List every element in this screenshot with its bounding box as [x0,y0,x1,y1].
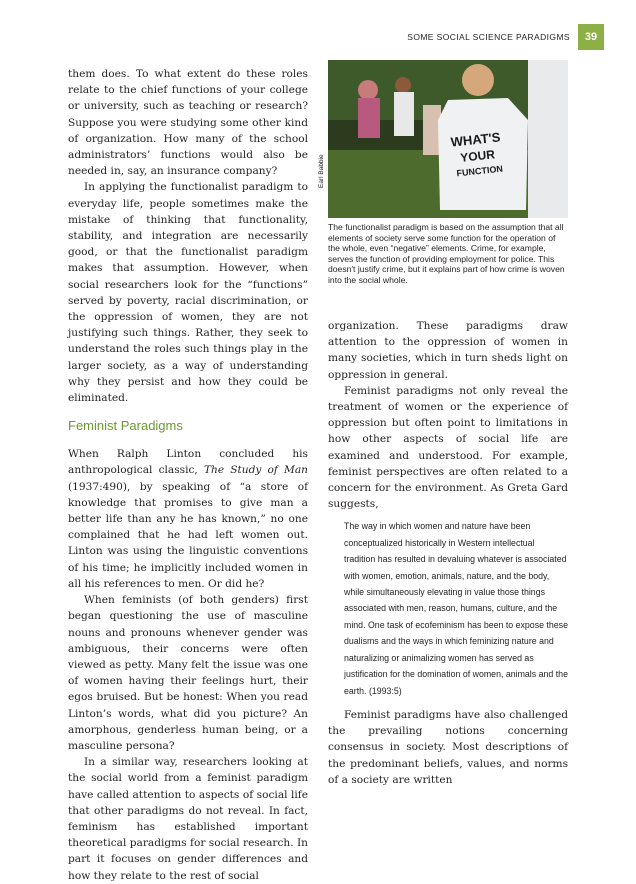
svg-text:YOUR: YOUR [459,147,496,165]
svg-text:WHAT'S: WHAT'S [449,129,502,150]
book-title: The Study of Man [203,464,308,477]
page-number: 39 [578,24,604,50]
left-paragraph-2: In applying the functionalist paradigm to everyday life, people sometimes make the mistake of thinking that functionality, stability, and integration are necessarily good, or that the functionalist paradigm makes that assumption. However, when social researchers look for the “functions” served by poverty, racial discrimination, or the oppression of women, they are not justifying such things. Rather, they seek to understand the roles such things play in the larger society, as a way of understanding why they persist and how they could be eliminated. [68,181,308,405]
left-paragraph-5: In a similar way, researchers looking at the social world from a feminist paradigm have called attention to aspects of social life that other paradigms do not reveal. In fact, feminism has established important theoretical paradigms for social research. In part it focuses on gender differences and how they relate to the rest of social [68,756,308,882]
page-header [407,24,604,50]
section-heading: Feminist Paradigms [68,418,183,434]
photo-image [328,60,568,218]
figure-caption: The functionalist paradigm is based on the assumption that all elements of society serve some function for the operation of the whole, even “negative” elements. Crime, for example, serves the function of providing employment for police. This doesn't justify crime, but it explains part of how crime is woven into the social whole. [328,222,565,285]
right-paragraph-2: Feminist paradigms not only reveal the treatment of women or the experience of oppression but often point to limitations in how other aspects of social life are examined and understood. For example, feminist perspectives are often related to a concern for the environment. As Greta Gard suggests, [328,384,568,511]
right-paragraph-3: Feminist paradigms have also challenged the prevailing notions concerning consensus in society. Most descriptions of the predominant beliefs, values, and norms of a society are written [328,708,568,786]
left-paragraph-1: them does. To what extent do these roles relate to the chief functions of your college or university, such as teaching or research? Suppose you were studying some other kind of organization. How many of the school administrators’ functions would also be needed in, say, an insurance company? [68,68,308,178]
left-column [68,66,308,884]
block-quote: The way in which women and nature have been conceptualized historically in Western intellectual tradition has resulted in devaluing whatever is associated with women, emotion, animals, nature, and the body, while simultaneously elevating in value those things associated with men, reason, humans, culture, and the mind. One task of ecofeminism has been to expose these dualisms and the ways in which feminizing nature and naturalizing or animalizing women has served as justification for the domination of women, animals and the earth. (1993:5) [344,521,568,696]
right-column [328,318,568,788]
photo-credit: Earl Babbie [318,154,325,188]
running-head: SOME SOCIAL SCIENCE PARADIGMS [407,32,570,42]
svg-text:FUNCTION: FUNCTION [456,163,504,179]
left-paragraph-3: When Ralph Linton concluded his anthropological classic, The Study of Man (1937:490), by speaking of “a store of knowledge that promises to give man a better life than any he has known,” no one complained that he had left women out. Linton was using the linguistic conventions of his time; he implicitly included women in all his references to men. Or did he? [68,448,308,590]
figure-photo [328,60,568,218]
left-paragraph-4: When feminists (of both genders) first began questioning the use of masculine nouns and pronouns whenever gender was ambiguous, their concerns were often viewed as petty. Many felt the issue was one of women having their feelings hurt, their egos bruised. But be honest: When you read Linton’s words, what did you picture? An amorphous, genderless human being, or a masculine persona? [68,594,308,752]
right-paragraph-1: organization. These paradigms draw attention to the oppression of women in many societies, which in turn sheds light on oppression in general. [328,320,568,381]
